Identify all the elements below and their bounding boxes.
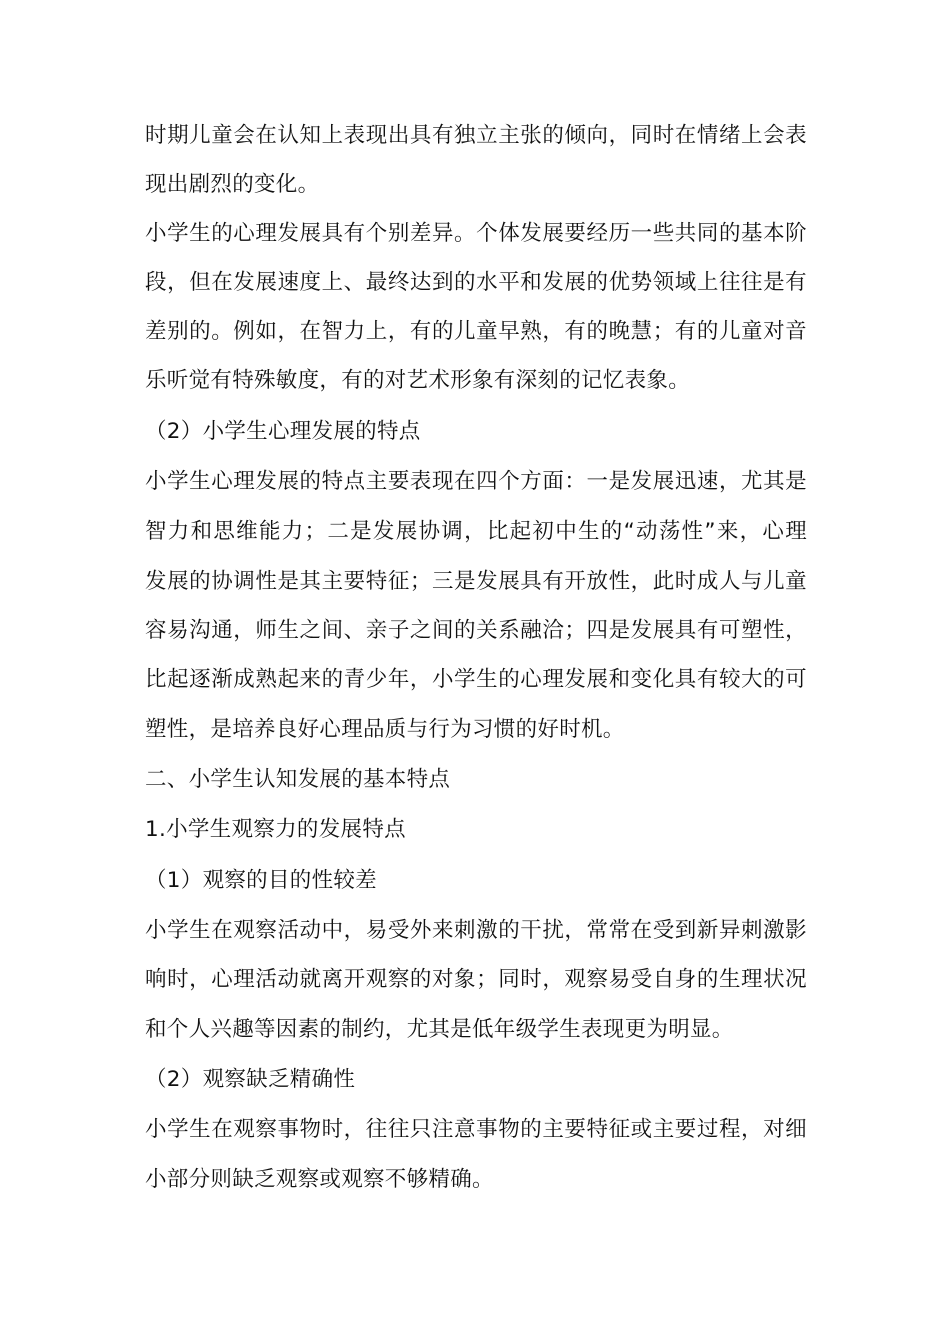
text-line: 容易沟通，师生之间、亲子之间的关系融洽；四是发展具有可塑性， (145, 618, 807, 643)
text-line: 塑性，是培养良好心理品质与行为习惯的好时机。 (145, 717, 625, 742)
text-line: 智力和思维能力；二是发展协调，比起初中生的“动荡性”来，心理 (145, 519, 807, 544)
text-line: 时期儿童会在认知上表现出具有独立主张的倾向，同时在情绪上会表 (145, 123, 807, 148)
text-line: 段，但在发展速度上、最终达到的水平和发展的优势领域上往往是有 (145, 270, 807, 295)
section-heading: （2）小学生心理发展的特点 (145, 419, 421, 444)
text-line: 响时，心理活动就离开观察的对象；同时，观察易受自身的生理状况 (145, 967, 807, 992)
section-heading: （1）观察的目的性较差 (145, 868, 377, 893)
text-line: 差别的。例如，在智力上，有的儿童早熟，有的晚慧；有的儿童对音 (145, 319, 807, 344)
text-line: 小部分则缺乏观察或观察不够精确。 (145, 1167, 494, 1192)
text-line: 比起逐渐成熟起来的青少年，小学生的心理发展和变化具有较大的可 (145, 667, 807, 692)
text-line: 和个人兴趣等因素的制约，尤其是低年级学生表现更为明显。 (145, 1017, 734, 1042)
text-line: 小学生在观察活动中，易受外来刺激的干扰，常常在受到新异刺激影 (145, 918, 807, 943)
section-heading: 二、小学生认知发展的基本特点 (145, 767, 451, 792)
section-heading: 1.小学生观察力的发展特点 (145, 817, 406, 842)
text-line: 现出剧烈的变化。 (145, 172, 320, 197)
section-heading: （2）观察缺乏精确性 (145, 1067, 356, 1092)
text-line: 发展的协调性是其主要特征；三是发展具有开放性，此时成人与儿童 (145, 569, 807, 594)
text-line: 小学生在观察事物时，往往只注意事物的主要特征或主要过程，对细 (145, 1117, 807, 1142)
text-line: 小学生心理发展的特点主要表现在四个方面：一是发展迅速，尤其是 (145, 469, 807, 494)
text-line: 乐听觉有特殊敏度，有的对艺术形象有深刻的记忆表象。 (145, 368, 691, 393)
text-line: 小学生的心理发展具有个别差异。个体发展要经历一些共同的基本阶 (145, 221, 807, 246)
